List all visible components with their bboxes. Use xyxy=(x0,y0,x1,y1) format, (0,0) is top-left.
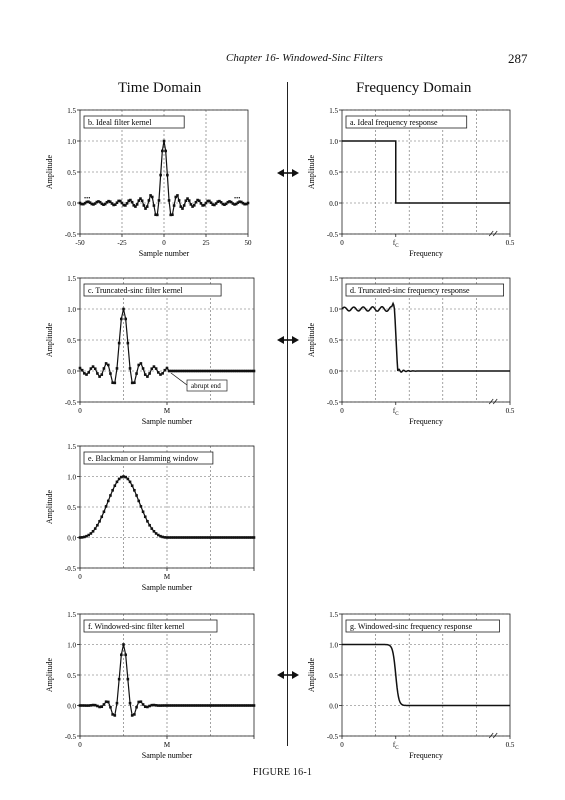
x-tick-label: $f_C$ xyxy=(392,407,399,417)
data-point xyxy=(133,489,136,492)
y-tick-label: 0.5 xyxy=(67,672,76,680)
y-tick-label: 1.0 xyxy=(329,306,338,314)
ellipsis-right: ••• xyxy=(234,195,241,202)
chart-c xyxy=(40,270,274,434)
y-axis-label: Amplitude xyxy=(307,657,316,693)
time-domain-heading: Time Domain xyxy=(118,80,202,96)
y-tick-label: 0.0 xyxy=(329,368,338,376)
data-point xyxy=(155,367,158,370)
y-tick-label: 0.5 xyxy=(329,169,338,177)
data-point xyxy=(135,494,138,497)
arrow-head-right xyxy=(292,671,299,679)
panel-title-box xyxy=(346,116,467,128)
y-tick-label: -0.5 xyxy=(64,399,76,407)
data-point xyxy=(129,702,132,705)
data-point xyxy=(188,199,191,202)
y-tick-label: 1.5 xyxy=(329,275,338,283)
data-point xyxy=(140,505,143,508)
data-point xyxy=(109,372,112,375)
panel-title-box xyxy=(84,452,213,464)
panel-title: f. Windowed-sinc filter kernel xyxy=(88,622,185,631)
x-axis-label: Frequency xyxy=(409,751,443,760)
data-point xyxy=(120,653,123,656)
y-tick-label: 0.0 xyxy=(67,200,76,208)
data-point xyxy=(94,367,97,370)
data-point xyxy=(116,481,119,484)
axis-break-mark xyxy=(489,733,493,738)
ellipsis-left: ••• xyxy=(84,195,91,202)
chart-g xyxy=(302,606,530,768)
frequency-domain-heading: Frequency Domain xyxy=(356,80,472,96)
axis-break-mark xyxy=(493,231,497,236)
data-point xyxy=(181,207,184,210)
x-tick-label: M xyxy=(163,741,171,749)
data-point xyxy=(176,194,179,197)
chapter-title: Chapter 16- Windowed-Sinc Filters xyxy=(226,52,383,64)
data-point xyxy=(253,370,256,373)
data-point xyxy=(124,653,127,656)
arrow-head-left xyxy=(277,671,284,679)
data-point xyxy=(153,204,156,207)
data-point xyxy=(146,520,149,523)
data-point xyxy=(94,527,97,530)
domain-transform-arrow xyxy=(277,167,299,179)
data-point xyxy=(142,703,145,706)
page-number: 287 xyxy=(508,51,528,66)
data-point xyxy=(129,481,132,484)
data-point xyxy=(114,714,117,717)
data-point xyxy=(247,202,250,205)
x-axis-label: Sample number xyxy=(141,751,193,760)
arrow-head-right xyxy=(292,169,299,177)
x-tick-label: 0 xyxy=(162,239,166,247)
data-point xyxy=(107,500,110,503)
axis-break-mark xyxy=(489,399,493,404)
data-point xyxy=(143,204,146,207)
chart-d xyxy=(302,270,530,434)
running-head xyxy=(0,52,565,70)
data-point xyxy=(107,364,110,367)
panel-title: d. Truncated-sinc frequency response xyxy=(350,286,470,295)
chart-f xyxy=(40,606,274,768)
y-tick-label: -0.5 xyxy=(64,231,76,239)
x-axis-label: Sample number xyxy=(141,417,193,426)
x-tick-label: 0 xyxy=(78,741,82,749)
data-point xyxy=(164,150,167,153)
data-point xyxy=(100,373,103,376)
y-tick-label: 1.0 xyxy=(329,138,338,146)
data-point xyxy=(103,703,106,706)
x-tick-label: 0.5 xyxy=(505,239,515,247)
y-axis-label: Amplitude xyxy=(307,322,316,358)
x-tick-label: 0 xyxy=(340,741,344,749)
axis-break-mark xyxy=(493,733,497,738)
y-tick-label: 0.0 xyxy=(67,368,76,376)
arrow-head-left xyxy=(277,336,284,344)
panel-title-box xyxy=(346,620,500,632)
data-point xyxy=(129,367,132,370)
data-point xyxy=(166,367,169,370)
data-point xyxy=(127,678,130,681)
y-tick-label: 1.5 xyxy=(67,443,76,451)
data-point xyxy=(133,713,136,716)
data-point xyxy=(109,706,112,709)
y-tick-label: -0.5 xyxy=(326,231,338,239)
data-point xyxy=(198,199,201,202)
data-point xyxy=(253,536,256,539)
x-axis-label: Frequency xyxy=(409,417,443,426)
panel-title: e. Blackman or Hamming window xyxy=(88,454,199,463)
y-tick-label: 1.5 xyxy=(67,275,76,283)
data-point xyxy=(111,489,114,492)
x-axis-label: Frequency xyxy=(409,249,443,258)
data-point xyxy=(137,500,140,503)
data-point xyxy=(159,174,162,177)
panel-title: g. Windowed-sinc frequency response xyxy=(350,622,473,631)
data-point xyxy=(136,203,139,206)
y-tick-label: -0.5 xyxy=(64,733,76,741)
data-point xyxy=(163,140,166,143)
data-point xyxy=(135,372,138,375)
panel-title: a. Ideal frequency response xyxy=(350,118,438,127)
data-point xyxy=(158,199,161,202)
data-point xyxy=(168,199,171,202)
y-tick-label: 1.5 xyxy=(67,611,76,619)
data-point xyxy=(92,530,95,533)
y-axis-label: Amplitude xyxy=(307,154,316,190)
data-point xyxy=(148,524,151,527)
x-tick-subscript: C xyxy=(395,244,399,249)
data-point xyxy=(100,705,103,708)
series-line xyxy=(342,303,510,372)
x-tick-label: $f_C$ xyxy=(392,239,399,249)
column-divider xyxy=(287,82,288,746)
x-tick-label: 0 xyxy=(340,239,344,247)
y-axis-label: Amplitude xyxy=(45,657,54,693)
data-point xyxy=(146,205,149,208)
y-tick-label: 0.0 xyxy=(329,702,338,711)
x-tick-label: -50 xyxy=(75,239,85,247)
x-tick-label: 25 xyxy=(202,239,210,247)
x-tick-label: M xyxy=(163,573,171,581)
y-tick-label: 0.5 xyxy=(329,672,338,680)
data-point xyxy=(100,515,103,518)
y-tick-label: 1.0 xyxy=(67,473,76,482)
y-tick-label: 1.5 xyxy=(329,611,338,619)
y-tick-label: 0.0 xyxy=(67,702,76,711)
y-tick-label: 1.0 xyxy=(67,138,76,146)
panel-title: c. Truncated-sinc filter kernel xyxy=(88,286,183,295)
data-point xyxy=(103,510,106,513)
data-point xyxy=(144,515,147,518)
domain-transform-arrow xyxy=(277,334,299,346)
data-point xyxy=(140,362,143,365)
axis-break-mark xyxy=(493,399,497,404)
data-point xyxy=(135,706,138,709)
y-tick-label: 0.0 xyxy=(67,534,76,543)
x-axis-label: Sample number xyxy=(141,583,193,592)
panel-title-box xyxy=(84,116,184,128)
y-tick-label: 0.5 xyxy=(67,169,76,177)
data-point xyxy=(103,367,106,370)
axis-break-mark xyxy=(489,231,493,236)
data-point xyxy=(120,318,123,321)
y-tick-label: 1.0 xyxy=(67,306,76,314)
data-point xyxy=(133,381,136,384)
arrow-head-right xyxy=(292,336,299,344)
data-point xyxy=(122,643,125,646)
data-point xyxy=(116,367,119,370)
x-tick-label: 0 xyxy=(78,573,82,581)
data-point xyxy=(253,704,256,707)
data-point xyxy=(116,702,119,705)
data-point xyxy=(142,510,145,513)
y-tick-label: 0.5 xyxy=(67,504,76,512)
data-point xyxy=(124,318,127,321)
y-tick-label: 1.5 xyxy=(329,107,338,115)
x-tick-subscript: C xyxy=(395,412,399,417)
figure-caption: FIGURE 16-1 xyxy=(252,767,313,778)
data-point xyxy=(193,204,196,207)
y-axis-label: Amplitude xyxy=(45,322,54,358)
data-point xyxy=(183,204,186,207)
data-point xyxy=(171,213,174,216)
data-point xyxy=(122,308,125,311)
y-tick-label: 1.0 xyxy=(329,641,338,650)
y-tick-label: 0.5 xyxy=(329,337,338,345)
chart-a xyxy=(302,102,530,266)
x-tick-label: M xyxy=(163,407,171,415)
data-point xyxy=(131,201,134,204)
data-point xyxy=(142,367,145,370)
panel-title-box xyxy=(346,284,504,296)
data-point xyxy=(127,478,130,481)
data-point xyxy=(114,382,117,385)
annotation-leader xyxy=(171,373,187,385)
y-tick-label: 1.5 xyxy=(67,107,76,115)
data-point xyxy=(178,199,181,202)
data-point xyxy=(109,494,112,497)
y-tick-label: 0.0 xyxy=(329,200,338,208)
data-point xyxy=(126,202,129,205)
data-point xyxy=(118,678,121,681)
data-point xyxy=(81,369,84,372)
chart-e xyxy=(40,438,274,600)
data-point xyxy=(161,150,164,153)
data-point xyxy=(166,174,169,177)
chart-b xyxy=(40,102,268,266)
x-axis-label: Sample number xyxy=(138,249,190,258)
data-point xyxy=(87,371,90,374)
x-tick-label: 50 xyxy=(244,239,252,247)
x-tick-label: 0 xyxy=(78,407,82,415)
data-point xyxy=(96,524,99,527)
y-tick-label: 1.0 xyxy=(67,641,76,650)
data-point xyxy=(127,342,130,345)
data-point xyxy=(148,199,151,202)
x-tick-label: 0.5 xyxy=(505,407,515,415)
data-point xyxy=(151,196,154,199)
data-point xyxy=(150,527,153,530)
x-tick-label: 0.5 xyxy=(505,741,515,749)
x-tick-label: 0 xyxy=(340,407,344,415)
data-point xyxy=(96,372,99,375)
annotation-label: abrupt end xyxy=(191,382,221,390)
y-axis-label: Amplitude xyxy=(45,489,54,525)
x-tick-label: $f_C$ xyxy=(392,741,399,751)
data-point xyxy=(118,342,121,345)
y-tick-label: 0.5 xyxy=(67,337,76,345)
data-point xyxy=(156,214,159,217)
data-point xyxy=(131,484,134,487)
domain-transform-arrow xyxy=(277,669,299,681)
x-tick-label: -25 xyxy=(117,239,127,247)
y-tick-label: -0.5 xyxy=(326,399,338,407)
data-point xyxy=(173,204,176,207)
y-tick-label: -0.5 xyxy=(64,565,76,573)
panel-title-box xyxy=(84,620,217,632)
arrow-head-left xyxy=(277,169,284,177)
data-point xyxy=(105,505,108,508)
data-point xyxy=(141,199,144,202)
data-point xyxy=(146,375,149,378)
y-tick-label: -0.5 xyxy=(326,733,338,741)
x-tick-subscript: C xyxy=(395,746,399,751)
panel-title-box xyxy=(84,284,221,296)
data-point xyxy=(98,520,101,523)
data-point xyxy=(114,484,117,487)
panel-title: b. Ideal filter kernel xyxy=(88,118,152,127)
y-axis-label: Amplitude xyxy=(45,154,54,190)
data-point xyxy=(140,700,143,703)
data-point xyxy=(148,372,151,375)
data-point xyxy=(107,701,110,704)
data-point xyxy=(161,372,164,375)
